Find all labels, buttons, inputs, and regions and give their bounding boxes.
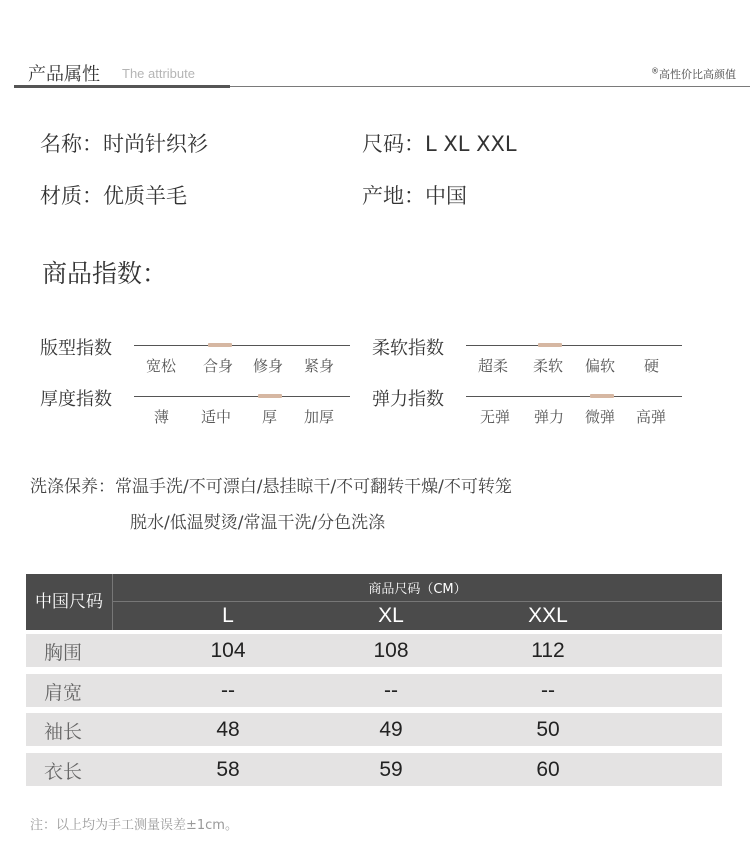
table-cell: 112 <box>531 639 565 662</box>
index-label: 厚度指数 <box>40 389 112 410</box>
index-elasticity <box>372 385 692 435</box>
care-instructions-cont: 脱水/低温熨烫/常温干洗/分色洗涤 <box>130 513 386 533</box>
index-option: 加厚 <box>304 408 335 426</box>
table-row <box>26 634 722 667</box>
table-cell: 59 <box>379 758 403 781</box>
index-option: 高弹 <box>636 408 667 426</box>
table-cell: 50 <box>536 718 560 741</box>
index-option: 合身 <box>203 357 234 375</box>
index-label: 柔软指数 <box>372 338 444 359</box>
table-cell: 104 <box>210 639 246 662</box>
index-option: 无弹 <box>480 408 511 426</box>
index-option: 紧身 <box>304 357 335 375</box>
row-label: 肩宽 <box>44 682 83 704</box>
index-indicator <box>258 394 282 398</box>
attr-size: 尺码：L XL XXL <box>362 132 517 156</box>
header-divider-accent <box>14 85 230 88</box>
section-title: 产品属性 <box>28 64 100 85</box>
table-cell: 108 <box>373 639 409 662</box>
table-cell: 49 <box>379 718 403 741</box>
size-table-header <box>26 574 722 630</box>
index-option: 厚 <box>262 408 278 426</box>
table-cell: 60 <box>536 758 560 781</box>
index-indicator <box>208 343 232 347</box>
index-option: 偏软 <box>585 357 616 375</box>
index-label: 弹力指数 <box>372 389 444 410</box>
table-cell: 48 <box>216 718 240 741</box>
table-row <box>26 713 722 746</box>
unit-label: 商品尺码（CM） <box>368 582 467 597</box>
attr-origin: 产地：中国 <box>362 184 467 208</box>
attr-name: 名称：时尚针织衫 <box>40 132 208 156</box>
index-label: 版型指数 <box>40 338 112 359</box>
size-col-header: L <box>222 604 234 627</box>
index-option: 柔软 <box>533 357 564 375</box>
table-row <box>26 753 722 786</box>
index-option: 超柔 <box>478 357 509 375</box>
index-option: 弹力 <box>534 408 565 426</box>
index-option: 宽松 <box>146 357 177 375</box>
index-option: 薄 <box>154 408 170 426</box>
row-label: 胸围 <box>44 642 83 664</box>
header-divider <box>113 601 722 602</box>
attr-material: 材质：优质羊毛 <box>40 184 187 208</box>
index-option: 修身 <box>253 357 284 375</box>
section-subtitle: The attribute <box>122 66 195 81</box>
index-softness <box>372 334 692 384</box>
registered-mark: ® <box>651 66 659 76</box>
size-col-header: XL <box>378 604 404 627</box>
index-fit <box>40 334 360 384</box>
care-instructions: 洗涤保养：常温手洗/不可漂白/悬挂晾干/不可翻转干燥/不可转笼 <box>30 477 512 497</box>
table-row <box>26 674 722 707</box>
index-thickness <box>40 385 360 435</box>
index-title: 商品指数： <box>42 259 168 288</box>
cn-size-label: 中国尺码 <box>35 592 103 612</box>
row-label: 衣长 <box>44 761 83 783</box>
table-cell: 58 <box>216 758 240 781</box>
index-scale-line <box>466 396 682 397</box>
table-cell: -- <box>384 679 398 702</box>
measurement-note: 注：以上均为手工测量误差±1cm。 <box>30 818 238 833</box>
table-cell: -- <box>221 679 235 702</box>
index-scale-line <box>466 345 682 346</box>
index-option: 微弹 <box>585 408 616 426</box>
index-indicator <box>538 343 562 347</box>
index-option: 硬 <box>644 357 660 375</box>
slogan-text: 高性价比高颜值 <box>659 68 736 81</box>
slogan <box>651 66 736 82</box>
row-label: 袖长 <box>44 721 83 743</box>
size-col-header: XXL <box>528 604 568 627</box>
table-cell: -- <box>541 679 555 702</box>
index-scale-line <box>134 345 350 346</box>
index-indicator <box>590 394 614 398</box>
index-option: 适中 <box>201 408 232 426</box>
index-scale-line <box>134 396 350 397</box>
